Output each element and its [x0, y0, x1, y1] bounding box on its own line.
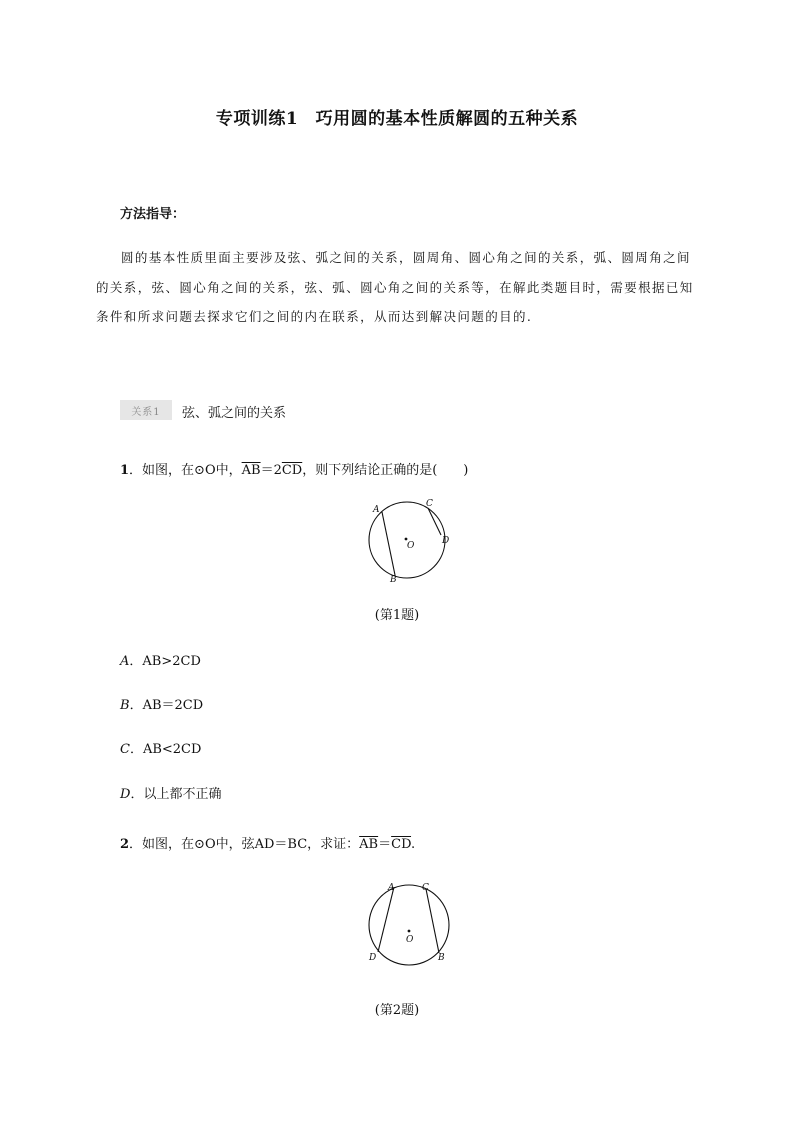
label-c: C [422, 883, 429, 893]
question-text: ．如图，在⊙O中， [129, 463, 242, 478]
arc-label: $\overline{CD}$ [281, 463, 303, 478]
chord-ab [382, 512, 395, 575]
arc-label: $\overline{CD}$ [391, 837, 412, 852]
option-letter: A [120, 654, 130, 669]
center-point [408, 930, 411, 933]
option-letter: B [120, 698, 130, 713]
question-text: ＝2 [260, 463, 282, 478]
circle [369, 502, 445, 578]
option-letter: D [120, 787, 131, 802]
option-text: ．以上都不正确 [130, 787, 222, 802]
question-text: ．如图，在⊙O中，弦AD＝BC，求证： [129, 837, 360, 852]
label-b: B [438, 953, 445, 963]
option-text: ．AB＝2CD [129, 698, 204, 713]
label-b: B [390, 575, 397, 585]
question-1 [120, 459, 468, 478]
question-number: 2 [120, 837, 130, 852]
relation-tag: 关系1 [120, 400, 172, 420]
figure-1-circle-diagram [360, 495, 460, 590]
relation-title: 弦、弧之间的关系 [182, 406, 287, 421]
label-o: O [406, 935, 414, 945]
figure-1-caption: (第1题) [374, 608, 420, 623]
label-d: D [442, 536, 450, 546]
label-c: C [426, 499, 433, 509]
question-text: ，则下列结论正确的是( ) [302, 463, 469, 478]
label-a: A [388, 883, 395, 893]
chord-cd [428, 508, 441, 535]
circle [369, 885, 449, 965]
option-d[interactable] [120, 783, 221, 802]
label-d: D [369, 953, 377, 963]
method-heading: 方法指导： [120, 207, 186, 222]
page-title: 专项训练1 巧用圆的基本性质解圆的五种关系 [215, 109, 579, 129]
option-text: ．AB<2CD [129, 742, 202, 757]
label-o: O [407, 541, 415, 551]
option-b[interactable] [120, 694, 203, 713]
option-letter: C [120, 742, 130, 757]
question-number: 1 [120, 463, 130, 478]
option-a[interactable] [120, 650, 201, 669]
label-a: A [373, 505, 380, 515]
figure-2-caption: (第2题) [374, 1003, 420, 1018]
arc-label: $\overline{AB}$ [241, 463, 261, 478]
chord-bc [426, 889, 439, 953]
center-point [405, 538, 408, 541]
question-text: . [411, 837, 416, 852]
arc-label: $\overline{AB}$ [359, 837, 379, 852]
option-c[interactable] [120, 738, 201, 757]
method-text: 圆的基本性质里面主要涉及弦、弧之间的关系，圆周角、圆心角之间的关系，弧、圆周角之间的关系，弦、圆心角之间的关系，弦、弧、圆心角之间的关系等，在解此类题目时，需要根据已知条件和所求问题去探求它们之间的内在联系，从而达到解决问题的目的. [96, 250, 694, 324]
figure-2-circle-diagram [360, 878, 460, 973]
option-text: ．AB>2CD [129, 654, 201, 669]
question-2 [120, 833, 415, 852]
question-text: ＝ [378, 837, 392, 852]
